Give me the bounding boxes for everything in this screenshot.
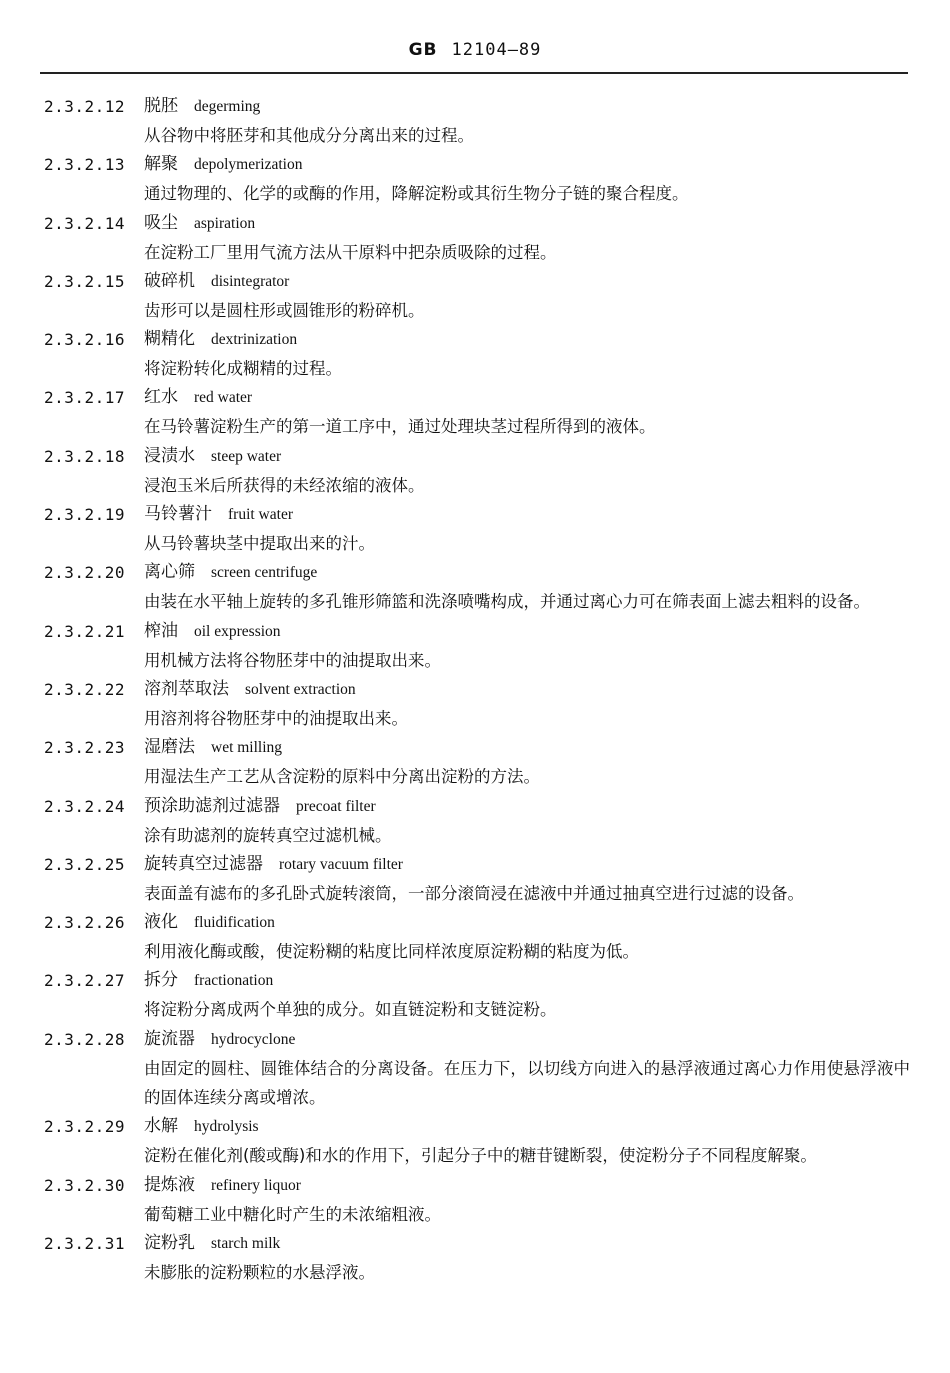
term-chinese: 旋转真空过滤器 (144, 853, 263, 874)
term-definition: 用溶剂将谷物胚芽中的油提取出来。 (144, 708, 408, 728)
term-english: precoat filter (296, 797, 376, 815)
term-english: fractionation (194, 972, 274, 990)
term-entry (0, 92, 950, 150)
term-heading (0, 325, 950, 354)
term-heading (0, 1025, 950, 1054)
term-chinese: 溶剂萃取法 (144, 678, 229, 699)
term-english: degerming (194, 98, 261, 115)
term-definition: 涂有助滤剂的旋转真空过滤机械。 (144, 825, 392, 845)
term-names (144, 150, 302, 179)
term-english: oil expression (194, 622, 281, 640)
term-chinese: 榨油 (144, 620, 178, 641)
term-entry (0, 500, 950, 558)
header-rule (40, 72, 908, 74)
term-entry (0, 1025, 950, 1113)
term-english: disintegrator (211, 272, 290, 290)
term-names (144, 1229, 280, 1258)
term-chinese: 拆分 (144, 970, 178, 991)
term-definition: 利用液化酶或酸，使淀粉糊的粘度比同样浓度原淀粉糊的粘度为低。 (144, 942, 639, 962)
term-entry (0, 850, 950, 908)
term-chinese: 脱胚 (144, 96, 178, 116)
term-chinese: 吸尘 (144, 212, 178, 233)
term-chinese: 离心筛 (144, 562, 195, 583)
term-chinese: 解聚 (144, 154, 178, 175)
term-english: starch milk (211, 1234, 281, 1252)
term-entry (0, 617, 950, 675)
term-chinese: 破碎机 (144, 270, 195, 291)
term-heading (0, 150, 950, 179)
term-chinese: 湿磨法 (144, 737, 195, 758)
term-definition: 淀粉在催化剂(酸或酶)和水的作用下，引起分子中的糖苷键断裂，使淀粉分子不同程度解聚。 (144, 1146, 817, 1166)
term-chinese: 浸渍水 (144, 445, 195, 466)
term-entry (0, 966, 950, 1024)
term-number: 2.3.2.14 (44, 213, 126, 233)
term-heading (0, 966, 950, 995)
term-english: wet milling (211, 739, 283, 757)
standard-code: GB (408, 40, 438, 60)
term-entry (0, 1171, 950, 1229)
term-definition: 齿形可以是圆柱形或圆锥形的粉碎机。 (144, 300, 425, 320)
term-chinese: 红水 (144, 387, 178, 408)
term-number: 2.3.2.27 (44, 971, 126, 991)
term-heading (0, 209, 950, 238)
term-chinese: 马铃薯汁 (144, 504, 212, 525)
term-definition: 浸泡玉米后所获得的未经浓缩的液体。 (144, 475, 425, 495)
term-names (144, 966, 273, 995)
term-definition: 由装在水平轴上旋转的多孔锥形筛篮和洗涤喷嘴构成，并通过离心力可在筛表面上滤去粗料的设备。 (144, 592, 870, 612)
term-entry (0, 733, 950, 791)
term-english: rotary vacuum filter (279, 855, 403, 873)
term-entry (0, 325, 950, 383)
standard-number: 12104—89 (451, 40, 542, 60)
term-english: dextrinization (211, 331, 298, 349)
term-number: 2.3.2.20 (44, 563, 126, 583)
term-english: aspiration (194, 214, 256, 232)
term-definition: 从马铃薯块茎中提取出来的汁。 (144, 534, 375, 554)
term-entry (0, 792, 950, 850)
term-names (144, 733, 282, 762)
term-names (144, 1025, 295, 1054)
term-list (0, 92, 950, 1287)
term-names (144, 850, 403, 879)
term-heading (0, 267, 950, 296)
term-entry (0, 675, 950, 733)
term-names (144, 267, 289, 296)
term-english: depolymerization (194, 156, 303, 174)
term-entry (0, 209, 950, 267)
term-definition: 由固定的圆柱、圆锥体结合的分离设备。在压力下，以切线方向进入的悬浮液通过离心力作用使悬浮液中的固体连续分离或增浓。 (144, 1058, 910, 1108)
term-names (144, 908, 275, 937)
term-chinese: 提炼液 (144, 1174, 195, 1195)
term-number: 2.3.2.24 (44, 796, 126, 816)
term-number: 2.3.2.17 (44, 388, 126, 408)
term-heading (0, 792, 950, 821)
term-english: screen centrifuge (211, 564, 318, 582)
term-definition: 在马铃薯淀粉生产的第一道工序中，通过处理块茎过程所得到的液体。 (144, 417, 656, 437)
term-heading (0, 617, 950, 646)
term-number: 2.3.2.15 (44, 271, 126, 291)
term-english: red water (194, 389, 253, 407)
term-english: steep water (211, 447, 282, 465)
term-number: 2.3.2.30 (44, 1175, 126, 1195)
term-definition: 用机械方法将谷物胚芽中的油提取出来。 (144, 650, 441, 670)
term-number: 2.3.2.21 (44, 621, 126, 641)
term-names (144, 1171, 301, 1200)
term-number: 2.3.2.13 (44, 155, 126, 175)
term-chinese: 旋流器 (144, 1028, 195, 1049)
term-chinese: 预涂助滤剂过滤器 (144, 795, 280, 816)
term-english: solvent extraction (245, 680, 356, 698)
term-english: hydrolysis (194, 1118, 259, 1136)
term-definition: 从谷物中将胚芽和其他成分分离出来的过程。 (144, 126, 474, 145)
term-number: 2.3.2.19 (44, 505, 126, 525)
term-number: 2.3.2.26 (44, 913, 126, 933)
term-names (144, 92, 260, 121)
term-entry (0, 267, 950, 325)
term-names (144, 500, 293, 529)
term-chinese: 液化 (144, 912, 178, 933)
term-heading (0, 1112, 950, 1141)
term-number: 2.3.2.25 (44, 854, 126, 874)
term-heading (0, 733, 950, 762)
term-number: 2.3.2.18 (44, 446, 126, 466)
term-heading (0, 383, 950, 412)
term-heading (0, 908, 950, 937)
term-number: 2.3.2.23 (44, 738, 126, 758)
term-entry (0, 558, 950, 616)
term-definition: 在淀粉工厂里用气流方法从干原料中把杂质吸除的过程。 (144, 242, 557, 262)
term-heading (0, 558, 950, 587)
term-entry (0, 150, 950, 208)
term-entry (0, 1112, 950, 1170)
term-names (144, 617, 281, 646)
term-number: 2.3.2.12 (44, 97, 126, 116)
term-english: hydrocyclone (211, 1030, 296, 1048)
term-number: 2.3.2.29 (44, 1117, 126, 1137)
term-names (144, 442, 281, 471)
page-header (0, 40, 950, 60)
term-english: refinery liquor (211, 1176, 301, 1194)
term-number: 2.3.2.22 (44, 679, 126, 699)
term-definition: 未膨胀的淀粉颗粒的水悬浮液。 (144, 1262, 375, 1282)
term-entry (0, 908, 950, 966)
term-definition: 表面盖有滤布的多孔卧式旋转滚筒，一部分滚筒浸在滤液中并通过抽真空进行过滤的设备。 (144, 883, 804, 903)
term-names (144, 209, 255, 238)
term-definition: 葡萄糖工业中糖化时产生的未浓缩粗液。 (144, 1204, 441, 1224)
term-definition: 用湿法生产工艺从含淀粉的原料中分离出淀粉的方法。 (144, 767, 540, 787)
term-names (144, 383, 252, 412)
term-definition: 将淀粉分离成两个单独的成分。如直链淀粉和支链淀粉。 (144, 1000, 557, 1020)
term-number: 2.3.2.16 (44, 330, 126, 350)
term-names (144, 325, 297, 354)
term-entry (0, 1229, 950, 1287)
term-chinese: 糊精化 (144, 329, 195, 350)
term-entry (0, 383, 950, 441)
term-names (144, 675, 356, 704)
term-heading (0, 850, 950, 879)
term-number: 2.3.2.28 (44, 1029, 126, 1049)
term-heading (0, 1171, 950, 1200)
term-heading (0, 675, 950, 704)
term-english: fruit water (228, 506, 293, 524)
term-heading (0, 92, 950, 121)
term-chinese: 淀粉乳 (144, 1232, 195, 1253)
term-heading (0, 1229, 950, 1258)
term-definition: 将淀粉转化成糊精的过程。 (144, 359, 342, 379)
term-names (144, 792, 376, 821)
term-names (144, 1112, 259, 1141)
term-heading (0, 442, 950, 471)
term-heading (0, 500, 950, 529)
term-definition: 通过物理的、化学的或酶的作用，降解淀粉或其衍生物分子链的聚合程度。 (144, 184, 689, 204)
term-names (144, 558, 317, 587)
term-number: 2.3.2.31 (44, 1233, 126, 1253)
term-chinese: 水解 (144, 1116, 178, 1137)
term-english: fluidification (194, 914, 275, 932)
term-entry (0, 442, 950, 500)
